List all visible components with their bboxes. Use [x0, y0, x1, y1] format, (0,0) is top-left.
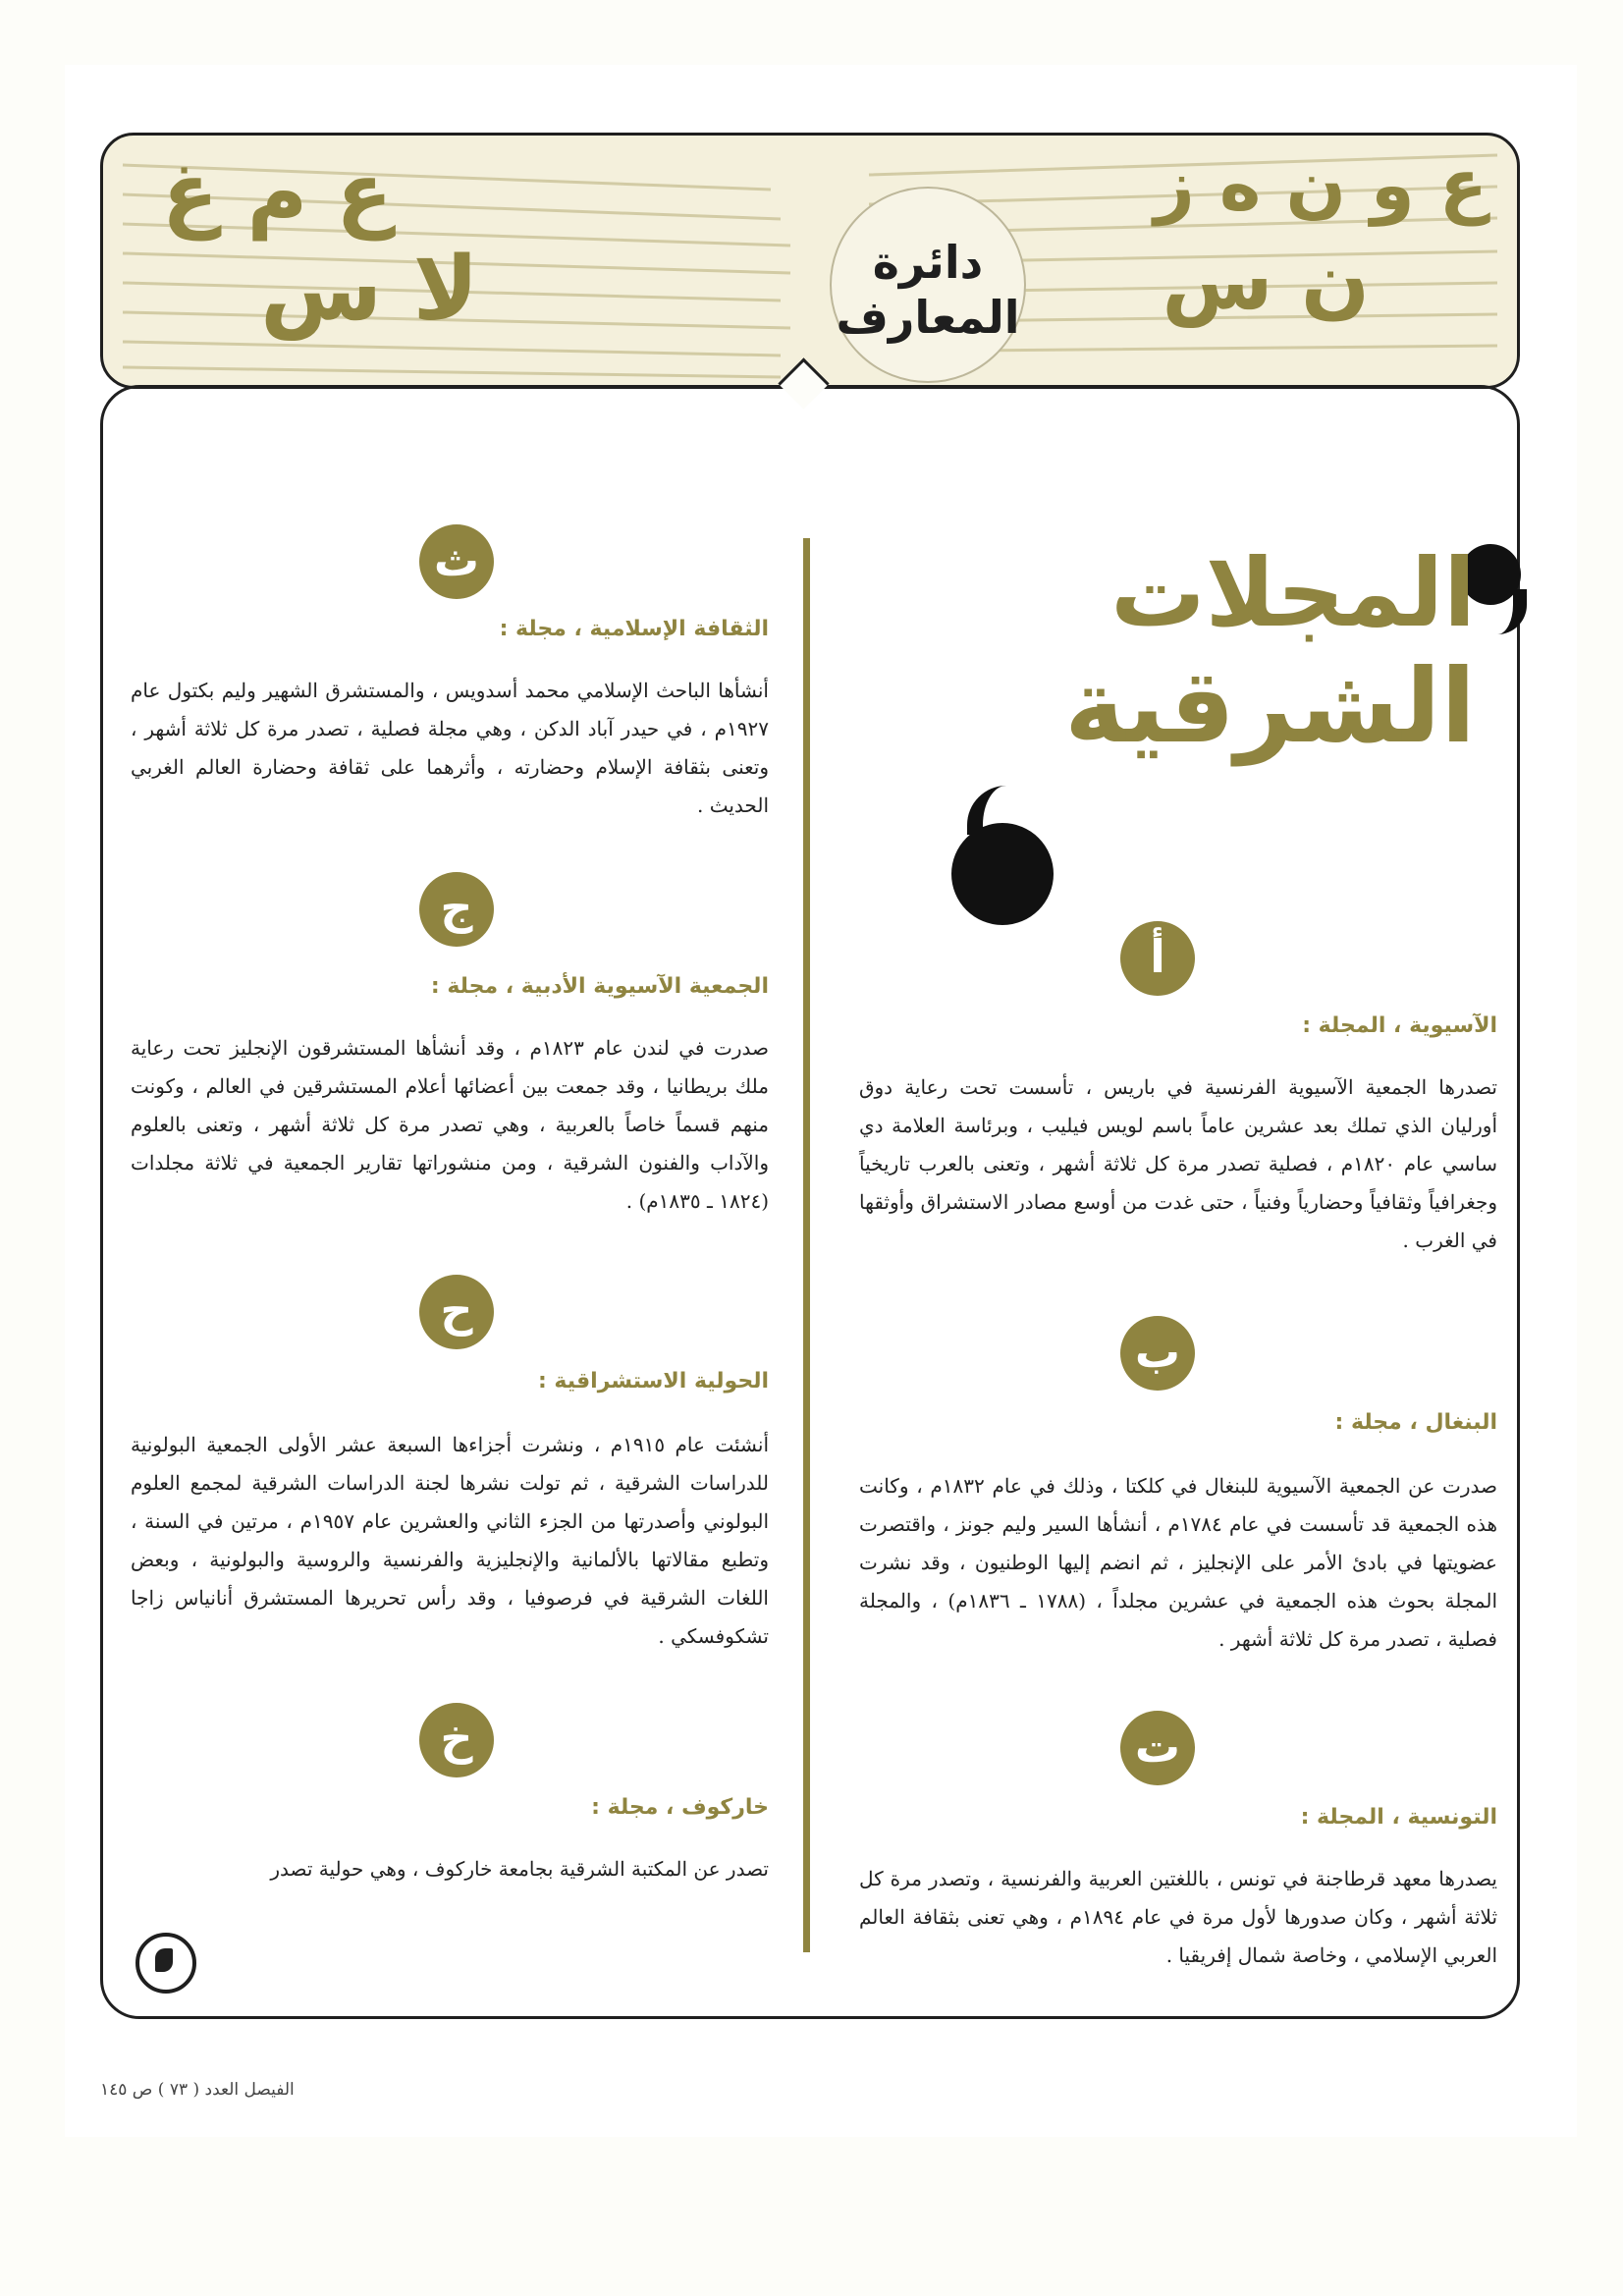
quote-mark-closing-tail — [967, 786, 1012, 835]
section-body-kharkov: تصدر عن المكتبة الشرقية بجامعة خاركوف ، وهي حولية تصدر — [270, 1857, 769, 1881]
header-decor-letters-left: ع م غ — [162, 144, 393, 241]
continue-arrow-icon — [135, 1933, 196, 1994]
emblem-line-1: دائرة — [872, 236, 984, 289]
article-title — [965, 538, 1515, 892]
letter-badge-ha: ح — [419, 1275, 494, 1349]
header-decor-letters-right-2: ن س — [1162, 235, 1370, 328]
letter-badge-kha: خ — [419, 1703, 494, 1777]
title-line-2: الشرقية — [1064, 646, 1476, 766]
letter-badge-jim: ج — [419, 872, 494, 947]
section-body-bengal: صدرت عن الجمعية الآسيوية للبنغال في كلكتا ، وذلك في عام ١٨٣٢م ، وكانت هذه الجمعية قد تأسست في عام ١٧٨٤م ، أنشأها السير وليم جونز ، واقتصرت عضويتها في بادئ الأمر على الإنجليز ، ثم انضم إليها الوطنيون ، وقد نشرت المجلة بحوث هذه الجمعية في عشرين مجلداً ، (١٧٨٨ ـ ١٨٣٦م) ، والمجلة فصلية ، تصدر مرة كل ثلاثة أشهر . — [859, 1474, 1498, 1651]
header-decor-letters-right: ع و ن ه ز — [1154, 143, 1488, 226]
section-heading-bengal: البنغال ، مجلة : — [1334, 1410, 1497, 1435]
section-body-asiatique: تصدرها الجمعية الآسيوية الفرنسية في باريس ، تأسست تحت رعاية دوق أورليان الذي تملك بعد عشرين عاماً باسم لويس فيليب ، وبرئاسة العلامة دي ساسي عام ١٨٢٠م ، فصلية تصدر مرة كل ثلاثة أشهر ، وتعنى بالعرب تاريخياً وجغرافياً وثقافياً وحضارياً وفنياً ، حتى غدت من أوسع مصادر الاستشراق وأوثقها في الغرب . — [859, 1075, 1498, 1252]
section-body-tunisienne: يصدرها معهد قرطاجنة في تونس ، باللغتين العربية والفرنسية ، وتصدر مرة كل ثلاثة أشهر ، وكان صدورها لأول مرة في عام ١٨٩٤م ، وهي تعنى بثقافة العالم العربي الإسلامي ، وخاصة شمال إفريقيا . — [859, 1867, 1498, 1967]
section-heading-asiatique: الآسيوية ، المجلة : — [1302, 1013, 1497, 1038]
section-body-literary-society: صدرت في لندن عام ١٨٢٣م ، وقد أنشأها المستشرقون الإنجليز تحت رعاية ملك بريطانيا ، وقد جمعت بين أعضائها أعلام المستشرقين في العالم ، وكونت منهم قسماً خاصاً بالعربية ، وهي تصدر مرة كل ثلاثة أشهر ، وتعنى بالعلوم والآداب والفنون الشرقية ، ومن منشوراتها تقارير الجمعية في ثلاثة مجلدات (١٨٢٤ ـ ١٨٣٥م) . — [131, 1036, 769, 1213]
section-heading-kharkov: خاركوف ، مجلة : — [591, 1795, 769, 1820]
section-emblem — [830, 187, 1026, 383]
column-divider — [803, 538, 810, 1952]
title-line-1: المجلات — [1110, 538, 1476, 648]
header-banner — [100, 133, 1520, 389]
emblem-line-2: المعارف — [836, 291, 1020, 344]
section-heading-literary-society: الجمعية الآسيوية الأدبية ، مجلة : — [430, 974, 769, 999]
section-heading-orientalist-annual: الحولية الاستشراقية : — [537, 1369, 769, 1394]
header-decor-letters-left-2: لا س — [260, 238, 479, 341]
letter-badge-alif: أ — [1120, 921, 1195, 996]
letter-badge-tha: ث — [419, 524, 494, 599]
page-footer: الفيصل العدد ( ٧٣ ) ص ١٤٥ — [100, 2080, 295, 2100]
section-body-islamic-culture: أنشأها الباحث الإسلامي محمد أسدويس ، والمستشرق الشهير وليم بكتول عام ١٩٢٧م ، في حيدر آباد الدكن ، وهي مجلة فصلية ، تصدر مرة كل ثلاثة أشهر ، وتعنى بثقافة الإسلام وحضارته ، وأثرهما على ثقافة وحضارة العالم الغربي الحديث . — [131, 679, 769, 817]
quote-mark-closing-icon — [951, 823, 1054, 925]
letter-badge-ba: ب — [1120, 1316, 1195, 1391]
section-body-orientalist-annual: أنشئت عام ١٩١٥م ، ونشرت أجزاءها السبعة عشر الأولى الجمعية البولونية للدراسات الشرقية ، ثم تولت نشرها لجنة الدراسات الشرقية لمجمع العلوم البولوني وأصدرتها من الجزء الثاني والعشرين عام ١٩٥٧م ، مرتين في السنة ، وتطبع مقالاتها بالألمانية والإنجليزية والفرنسية والروسية والبولونية ، وبعض اللغات الشرقية في فرصوفيا ، وقد رأس تحريرها المستشرق أنانياس زاجا تشكوفسكي . — [131, 1433, 770, 1648]
section-heading-tunisienne: التونسية ، المجلة : — [1300, 1805, 1497, 1830]
section-heading-islamic-culture: الثقافة الإسلامية ، مجلة : — [499, 617, 769, 641]
letter-badge-ta: ت — [1120, 1711, 1195, 1785]
